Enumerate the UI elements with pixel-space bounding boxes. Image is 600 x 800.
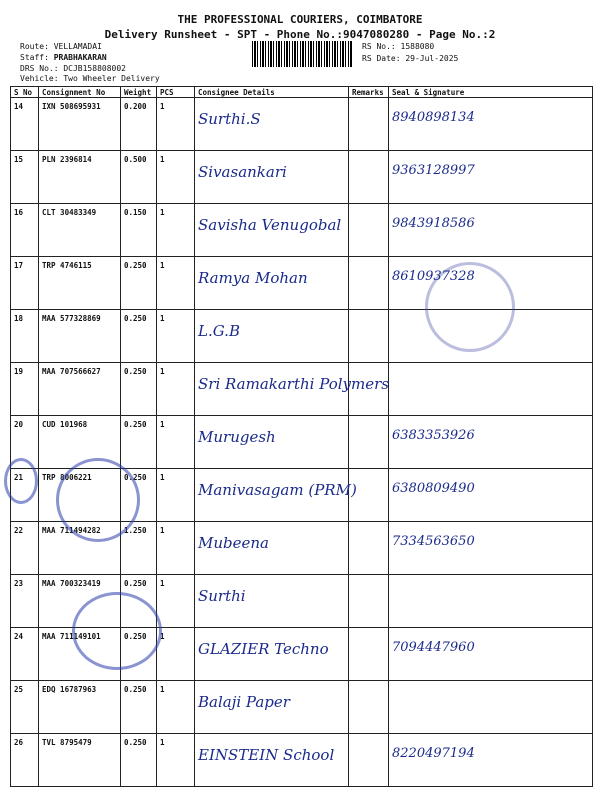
row-consignee-name: Mubeena [195, 522, 349, 575]
row-consignee-name: GLAZIER Techno [195, 628, 349, 681]
row-consignee-name: Surthi.S [195, 98, 349, 151]
row-pcs: 1 [157, 681, 195, 734]
row-weight: 0.200 [121, 98, 157, 151]
row-remarks [349, 734, 389, 787]
row-consignment-no: CLT 30483349 [39, 204, 121, 257]
col-header: PCS [157, 87, 195, 98]
row-consignee-name: Ramya Mohan [195, 257, 349, 310]
row-consignment-no: MAA 707566627 [39, 363, 121, 416]
row-seal-signature [389, 575, 593, 628]
rs-date: RS Date: 29-Jul-2025 [362, 54, 459, 63]
row-seal-signature: 6380809490 [389, 469, 593, 522]
row-remarks [349, 98, 389, 151]
company-title: THE PROFESSIONAL COURIERS, COIMBATORE [177, 13, 423, 26]
row-remarks [349, 310, 389, 363]
row-seal-signature: 9363128997 [389, 151, 593, 204]
row-consignment-no: PLN 2396814 [39, 151, 121, 204]
row-consignee-name: Manivasagam (PRM) [195, 469, 349, 522]
table-row [11, 734, 593, 787]
barcode-image [252, 41, 352, 67]
row-pcs: 1 [157, 575, 195, 628]
col-header: Weight [121, 87, 157, 98]
row-weight: 0.250 [121, 310, 157, 363]
row-consignment-no: IXN 508695931 [39, 98, 121, 151]
row-pcs: 1 [157, 151, 195, 204]
row-weight: 0.250 [121, 416, 157, 469]
row-seal-signature [389, 681, 593, 734]
blue-stamp-ring [4, 458, 38, 504]
consignee-seal-stamp [425, 262, 515, 352]
row-consignment-no: CUD 101968 [39, 416, 121, 469]
table-row [11, 681, 593, 734]
runsheet-subtitle: Delivery Runsheet - SPT - Phone No.:9047080280 - Page No.:2 [104, 28, 496, 41]
row-remarks [349, 257, 389, 310]
row-remarks [349, 151, 389, 204]
row-weight: 0.250 [121, 681, 157, 734]
row-sno: 19 [11, 363, 39, 416]
row-consignment-no: TRP 4746115 [39, 257, 121, 310]
drs-number: DRS No.: DCJB158808002 [20, 64, 126, 73]
row-consignee-name: Sivasankari [195, 151, 349, 204]
col-header: S No [11, 87, 39, 98]
row-pcs: 1 [157, 310, 195, 363]
row-weight: 0.150 [121, 204, 157, 257]
row-remarks [349, 416, 389, 469]
row-consignee-name: L.G.B [195, 310, 349, 363]
row-consignee-name: Balaji Paper [195, 681, 349, 734]
row-consignment-no: MAA 577328869 [39, 310, 121, 363]
col-header: Remarks [349, 87, 389, 98]
row-weight: 1.250 [121, 522, 157, 575]
table-row [11, 151, 593, 204]
row-consignment-no: EDQ 16787963 [39, 681, 121, 734]
row-pcs: 1 [157, 204, 195, 257]
row-consignee-name: Murugesh [195, 416, 349, 469]
row-remarks [349, 575, 389, 628]
row-seal-signature: 7094447960 [389, 628, 593, 681]
col-header: Consignment No [39, 87, 121, 98]
row-sno: 22 [11, 522, 39, 575]
row-sno: 14 [11, 98, 39, 151]
row-consignment-no: MAA 711494282 [39, 522, 121, 575]
row-consignee-name: Savisha Venugobal [195, 204, 349, 257]
table-row [11, 363, 593, 416]
row-seal-signature: 8220497194 [389, 734, 593, 787]
row-consignee-name: Surthi [195, 575, 349, 628]
row-remarks [349, 522, 389, 575]
row-sno: 25 [11, 681, 39, 734]
row-sno: 26 [11, 734, 39, 787]
row-sno: 15 [11, 151, 39, 204]
rs-number: RS No.: 1588080 [362, 42, 435, 51]
row-weight: 0.250 [121, 257, 157, 310]
row-sno: 23 [11, 575, 39, 628]
row-sno: 16 [11, 204, 39, 257]
row-consignment-no: MAA 711149101 [39, 628, 121, 681]
row-weight: 0.250 [121, 628, 157, 681]
company-seal-stamp [56, 458, 140, 542]
row-sno: 18 [11, 310, 39, 363]
row-sno: 21 [11, 469, 39, 522]
row-pcs: 1 [157, 522, 195, 575]
row-consignment-no: TRP 8006221 [39, 469, 121, 522]
col-header: Seal & Signature [389, 87, 593, 98]
row-pcs: 1 [157, 734, 195, 787]
staff-name: PRABHAKARAN [53, 53, 107, 62]
row-weight: 0.250 [121, 363, 157, 416]
row-consignment-no: MAA 700323419 [39, 575, 121, 628]
table-header-row [11, 87, 593, 98]
row-sno: 17 [11, 257, 39, 310]
row-seal-signature: 6383353926 [389, 416, 593, 469]
row-weight: 0.500 [121, 151, 157, 204]
row-pcs: 1 [157, 416, 195, 469]
row-remarks [349, 204, 389, 257]
company-seal-stamp [72, 592, 162, 670]
row-consignment-no: TVL 8795479 [39, 734, 121, 787]
runsheet-table [10, 86, 593, 787]
row-pcs: 1 [157, 363, 195, 416]
table-row [11, 98, 593, 151]
row-sno: 24 [11, 628, 39, 681]
row-seal-signature: 7334563650 [389, 522, 593, 575]
row-seal-signature: 9843918586 [389, 204, 593, 257]
row-pcs: 1 [157, 628, 195, 681]
row-pcs: 1 [157, 98, 195, 151]
row-pcs: 1 [157, 469, 195, 522]
row-seal-signature: 8940898134 [389, 98, 593, 151]
staff-label: Staff: [20, 53, 54, 62]
col-header: Consignee Details [195, 87, 349, 98]
route-text: Route: VELLAMADAI [20, 42, 102, 51]
row-remarks [349, 628, 389, 681]
row-consignee-name: Sri Ramakarthi Polymers [195, 363, 349, 416]
row-sno: 20 [11, 416, 39, 469]
table-row [11, 204, 593, 257]
row-weight: 0.250 [121, 575, 157, 628]
staff-line [20, 53, 107, 62]
row-pcs: 1 [157, 257, 195, 310]
row-weight: 0.250 [121, 734, 157, 787]
vehicle-text: Vehicle: Two Wheeler Delivery [20, 74, 160, 83]
row-weight: 0.250 [121, 469, 157, 522]
row-remarks [349, 681, 389, 734]
row-seal-signature [389, 363, 593, 416]
row-seal-signature: 8610937328 [389, 257, 593, 310]
row-consignee-name: EINSTEIN School [195, 734, 349, 787]
